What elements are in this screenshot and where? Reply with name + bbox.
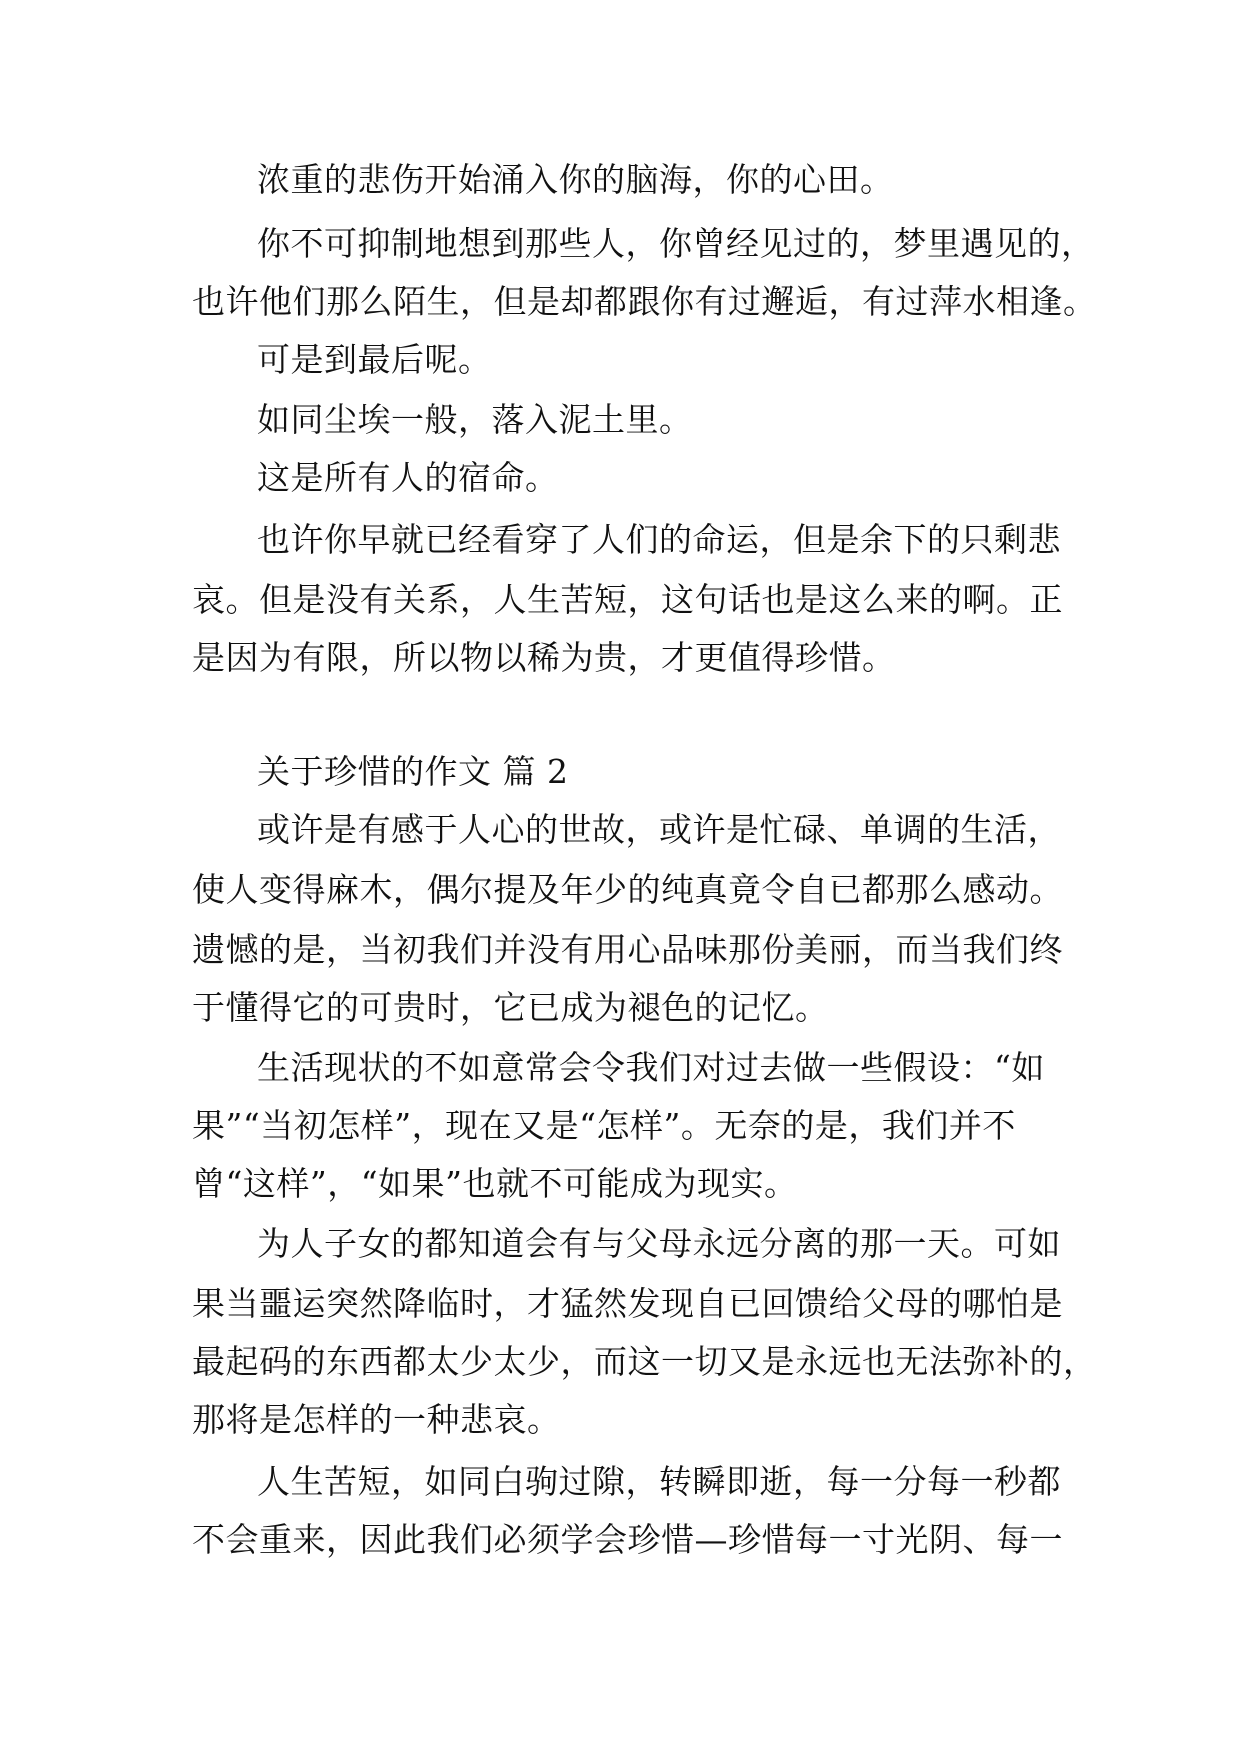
paragraph-line: 生活现状的不如意常会令我们对过去做一些假设：“如 [257,1048,1045,1087]
paragraph-line: 浓重的悲伤开始涌入你的脑海，你的心田。 [257,160,894,199]
paragraph-line: 使人变得麻木，偶尔提及年少的纯真竟令自已都那么感动。 [192,870,1063,909]
paragraph-line: 果”“当初怎样”，现在又是“怎样”。无奈的是，我们并不 [192,1106,1016,1145]
paragraph-line: 为人子女的都知道会有与父母永远分离的那一天。可如 [257,1224,1061,1263]
paragraph-line: 是因为有限，所以物以稀为贵，才更值得珍惜。 [192,638,896,677]
paragraph-line: 曾“这样”，“如果”也就不可能成为现实。 [192,1164,798,1203]
section-heading: 关于珍惜的作文 篇 2 [257,752,569,791]
paragraph-line: 这是所有人的宿命。 [257,458,559,497]
paragraph-line: 或许是有感于人心的世故，或许是忙碌、单调的生活， [257,810,1061,849]
paragraph-line: 如同尘埃一般，落入泥土里。 [257,400,693,439]
paragraph-line: 你不可抑制地想到那些人，你曾经见过的，梦里遇见的， [257,224,1095,263]
paragraph-line: 哀。但是没有关系，人生苦短，这句话也是这么来的啊。正 [192,580,1063,619]
paragraph-line: 那将是怎样的一种悲哀。 [192,1400,561,1439]
paragraph-line: 可是到最后呢。 [257,340,492,379]
paragraph-line: 也许你早就已经看穿了人们的命运，但是余下的只剩悲 [257,520,1061,559]
paragraph-line: 遗憾的是，当初我们并没有用心品味那份美丽，而当我们终 [192,930,1063,969]
paragraph-line: 于懂得它的可贵时，它已成为褪色的记忆。 [192,988,829,1027]
paragraph-line: 最起码的东西都太少太少，而这一切又是永远也无法弥补的， [192,1342,1097,1381]
paragraph-line: 也许他们那么陌生，但是却都跟你有过邂逅，有过萍水相逢。 [192,282,1097,321]
paragraph-line: 不会重来，因此我们必须学会珍惜—珍惜每一寸光阴、每一 [192,1520,1063,1559]
paragraph-line: 果当噩运突然降临时，才猛然发现自已回馈给父母的哪怕是 [192,1284,1063,1323]
paragraph-line: 人生苦短，如同白驹过隙，转瞬即逝，每一分每一秒都 [257,1462,1061,1501]
